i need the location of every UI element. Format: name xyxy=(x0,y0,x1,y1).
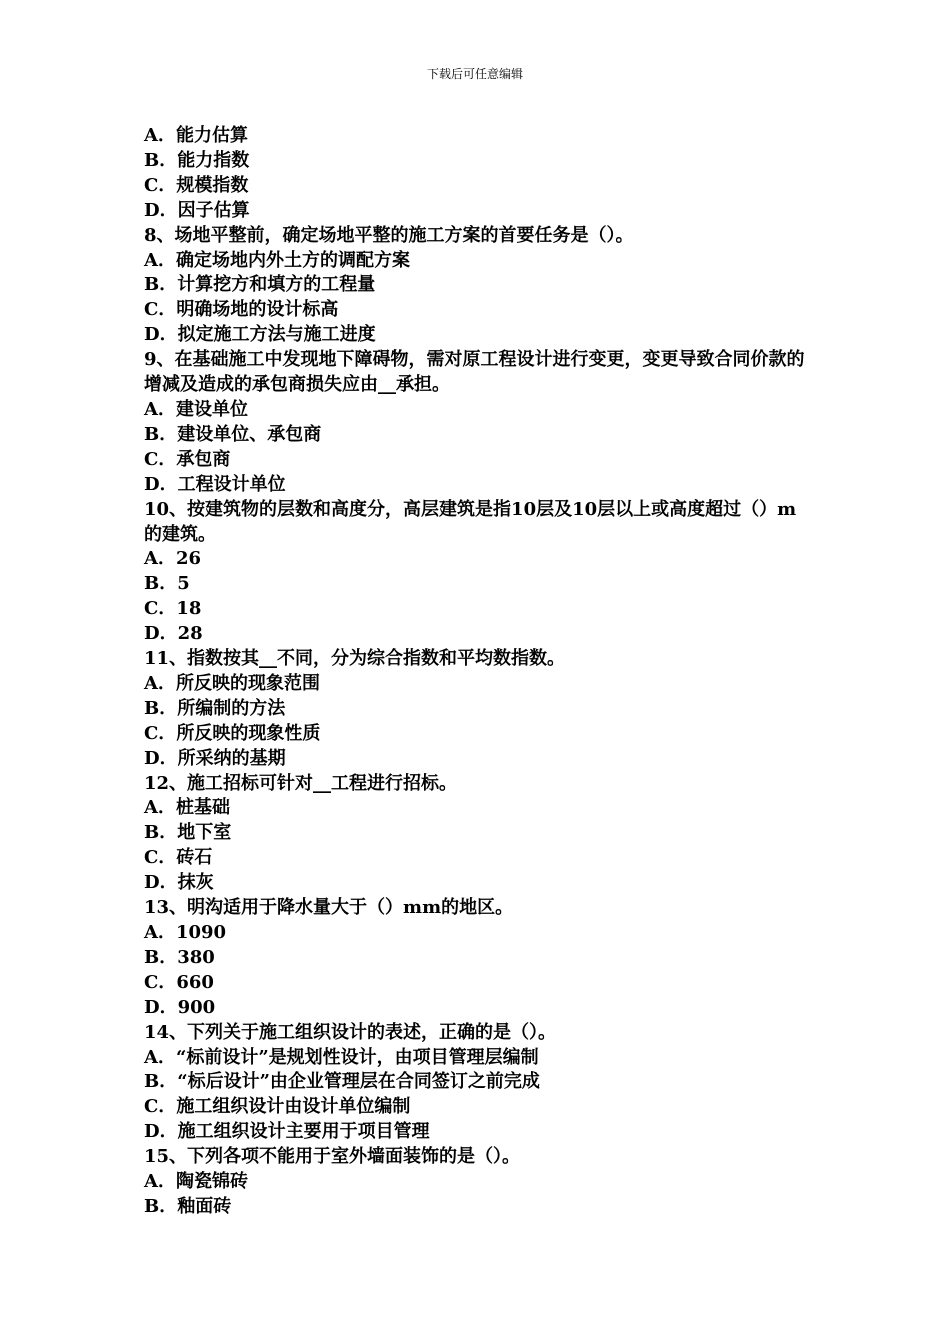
question-text: 13、明沟适用于降水量大于（）mm的地区。 xyxy=(144,897,514,919)
answer-option: B．380 xyxy=(144,946,215,968)
answer-option: D．900 xyxy=(144,996,216,1018)
question-text: 8、场地平整前，确定场地平整的施工方案的首要任务是（）。 xyxy=(144,224,634,246)
answer-option: D．工程设计单位 xyxy=(144,473,286,495)
answer-option: C．明确场地的设计标高 xyxy=(144,299,339,321)
answer-option: A．陶瓷锦砖 xyxy=(144,1171,248,1193)
question-text: 9、在基础施工中发现地下障碍物，需对原工程设计进行变更，变更导致合同价款的增减及造成的承包商损失应由__承担。 xyxy=(144,349,805,396)
answer-option: A．能力估算 xyxy=(144,125,248,146)
answer-option: B．能力指数 xyxy=(144,149,250,171)
answer-option: C．施工组织设计由设计单位编制 xyxy=(144,1096,411,1118)
question-text: 15、下列各项不能用于室外墙面装饰的是（）。 xyxy=(144,1146,521,1168)
page-header-note: 下载后可任意编辑 xyxy=(426,67,523,81)
document-body xyxy=(144,124,814,1220)
question-text: 11、指数按其__不同，分为综合指数和平均数指数。 xyxy=(144,648,566,670)
question-text: 10、按建筑物的层数和高度分，高层建筑是指10层及10层以上或高度超过（）m的建筑。 xyxy=(144,498,797,545)
answer-option: C．所反映的现象性质 xyxy=(144,722,321,744)
answer-option: B．所编制的方法 xyxy=(144,697,286,719)
question-text: 12、施工招标可针对__工程进行招标。 xyxy=(144,772,458,794)
answer-option: C．18 xyxy=(144,598,202,620)
answer-option: D．所采纳的基期 xyxy=(144,747,286,769)
answer-option: A．26 xyxy=(144,548,202,570)
answer-option: D．因子估算 xyxy=(144,199,250,221)
answer-option: D．抹灰 xyxy=(144,872,214,894)
answer-option: A．建设单位 xyxy=(144,398,248,420)
answer-option: B．计算挖方和填方的工程量 xyxy=(144,274,376,296)
answer-option: B．建设单位、承包商 xyxy=(144,423,322,445)
answer-option: C．660 xyxy=(144,971,214,993)
answer-option: A．确定场地内外土方的调配方案 xyxy=(144,249,410,271)
answer-option: B．釉面砖 xyxy=(144,1195,232,1217)
answer-option: C．砖石 xyxy=(144,847,213,869)
answer-option: D．拟定施工方法与施工进度 xyxy=(144,324,376,346)
answer-option: A．1090 xyxy=(144,922,227,943)
answer-option: B．5 xyxy=(144,573,190,595)
answer-option: D．施工组织设计主要用于项目管理 xyxy=(144,1121,430,1143)
answer-option: C．承包商 xyxy=(144,448,231,470)
answer-option: D．28 xyxy=(144,623,203,645)
answer-option: A．“标前设计”是规划性设计，由项目管理层编制 xyxy=(144,1046,539,1068)
answer-option: A．所反映的现象范围 xyxy=(144,672,320,694)
answer-option: A．桩基础 xyxy=(144,797,230,819)
answer-option: B．地下室 xyxy=(144,822,232,844)
question-text: 14、下列关于施工组织设计的表述，正确的是（）。 xyxy=(144,1021,557,1043)
answer-option: C．规模指数 xyxy=(144,174,249,196)
answer-option: B．“标后设计”由企业管理层在合同签订之前完成 xyxy=(144,1071,540,1093)
